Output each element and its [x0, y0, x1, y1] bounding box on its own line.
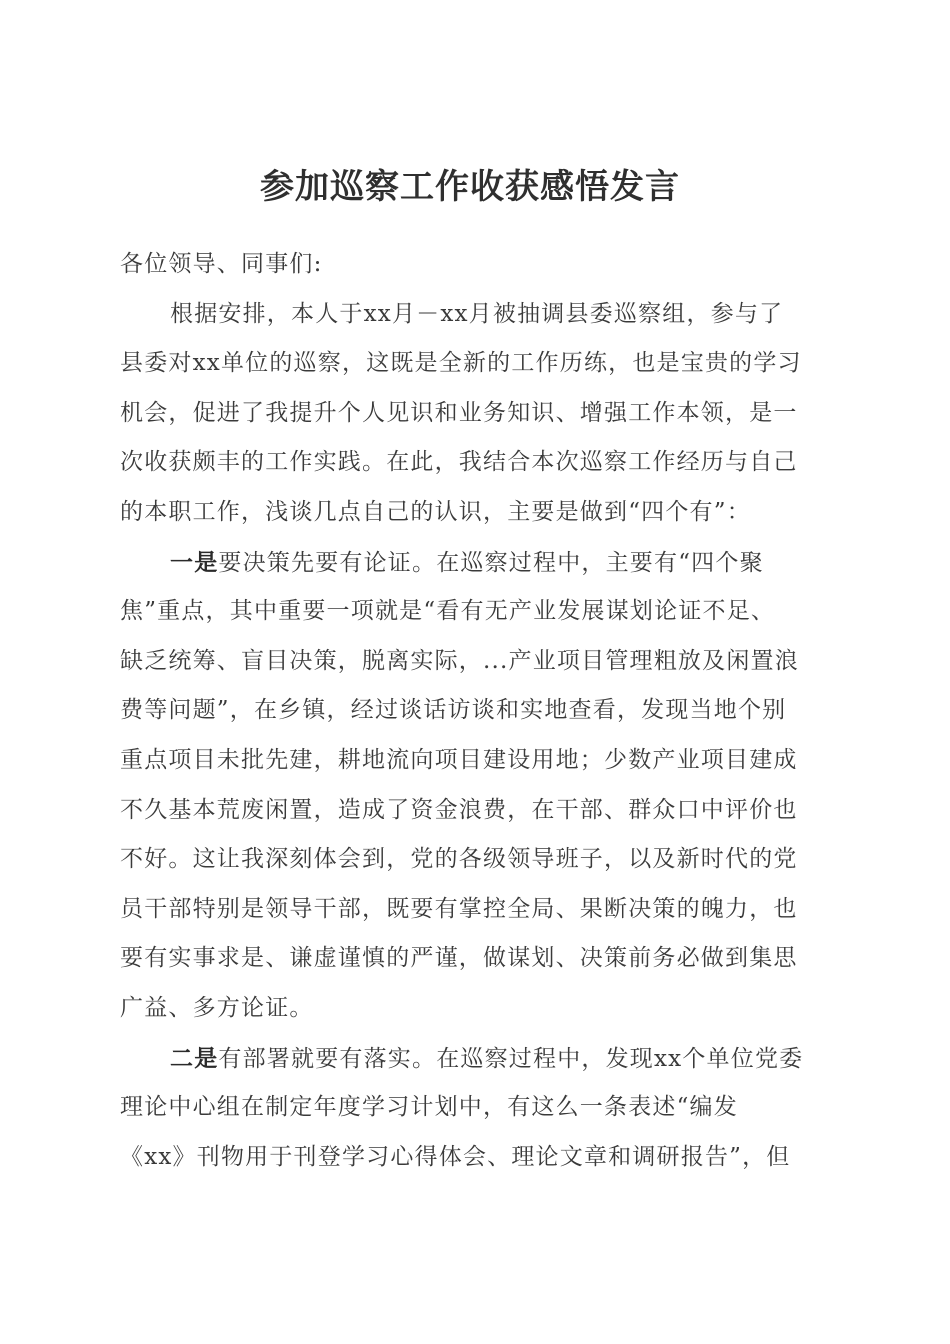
- paragraph-line: 次收获颇丰的工作实践。在此，我结合本次巡察工作经历与自己: [120, 449, 798, 476]
- paragraph-lead: 二是: [170, 1044, 219, 1072]
- paragraph-line: 理论中心组在制定年度学习计划中，有这么一条表述“编发: [120, 1094, 738, 1121]
- salutation: 各位领导、同事们:: [120, 251, 323, 277]
- paragraph-first-line: [120, 538, 825, 588]
- document-body: [120, 240, 825, 1182]
- paragraph-lead: 一是: [170, 548, 219, 576]
- paragraph-line: 缺乏统筹、盲目决策，脱离实际，...产业项目管理粗放及闲置浪: [120, 647, 799, 674]
- paragraph-line: 的本职工作，浅谈几点自己的认识，主要是做到“四个有”：: [120, 498, 751, 525]
- paragraph-line: 费等问题”，在乡镇，经过谈话访谈和实地查看，发现当地个别: [120, 697, 787, 724]
- paragraph-line: 县委对xx单位的巡察，这既是全新的工作历练，也是宝贵的学习: [120, 350, 802, 377]
- paragraph-line: 重点项目未批先建，耕地流向项目建设用地；少数产业项目建成: [120, 746, 798, 773]
- paragraph-line: 不好。这让我深刻体会到，党的各级领导班子，以及新时代的党: [120, 846, 798, 873]
- paragraph-line: 机会，促进了我提升个人见识和业务知识、增强工作本领，是一: [120, 399, 798, 426]
- paragraph-first-rest: 要决策先要有论证。在巡察过程中，主要有“四个聚: [218, 549, 764, 576]
- paragraph-line: 员干部特别是领导干部，既要有掌控全局、果断决策的魄力，也: [120, 895, 798, 922]
- paragraph-line: 广益、多方论证。: [120, 994, 314, 1021]
- document-title: 参加巡察工作收获感悟发言: [260, 167, 680, 207]
- paragraph-line: 不久基本荒废闲置，造成了资金浪费，在干部、群众口中评价也: [120, 796, 798, 823]
- paragraph-line: 根据安排，本人于xx月－xx月被抽调县委巡察组，参与了: [170, 300, 784, 327]
- paragraph-line: 焦”重点，其中重要一项就是“看有无产业发展谋划论证不足、: [120, 598, 776, 625]
- paragraph-line: 《xx》刊物用于刊登学习心得体会、理论文章和调研报告”，但: [120, 1143, 791, 1170]
- paragraph-line: 要有实事求是、谦虚谨慎的严谨，做谋划、决策前务必做到集思: [120, 945, 798, 972]
- paragraph-first-rest: 有部署就要有落实。在巡察过程中，发现xx个单位党委: [218, 1045, 804, 1072]
- paragraph-first-line: [120, 1034, 825, 1084]
